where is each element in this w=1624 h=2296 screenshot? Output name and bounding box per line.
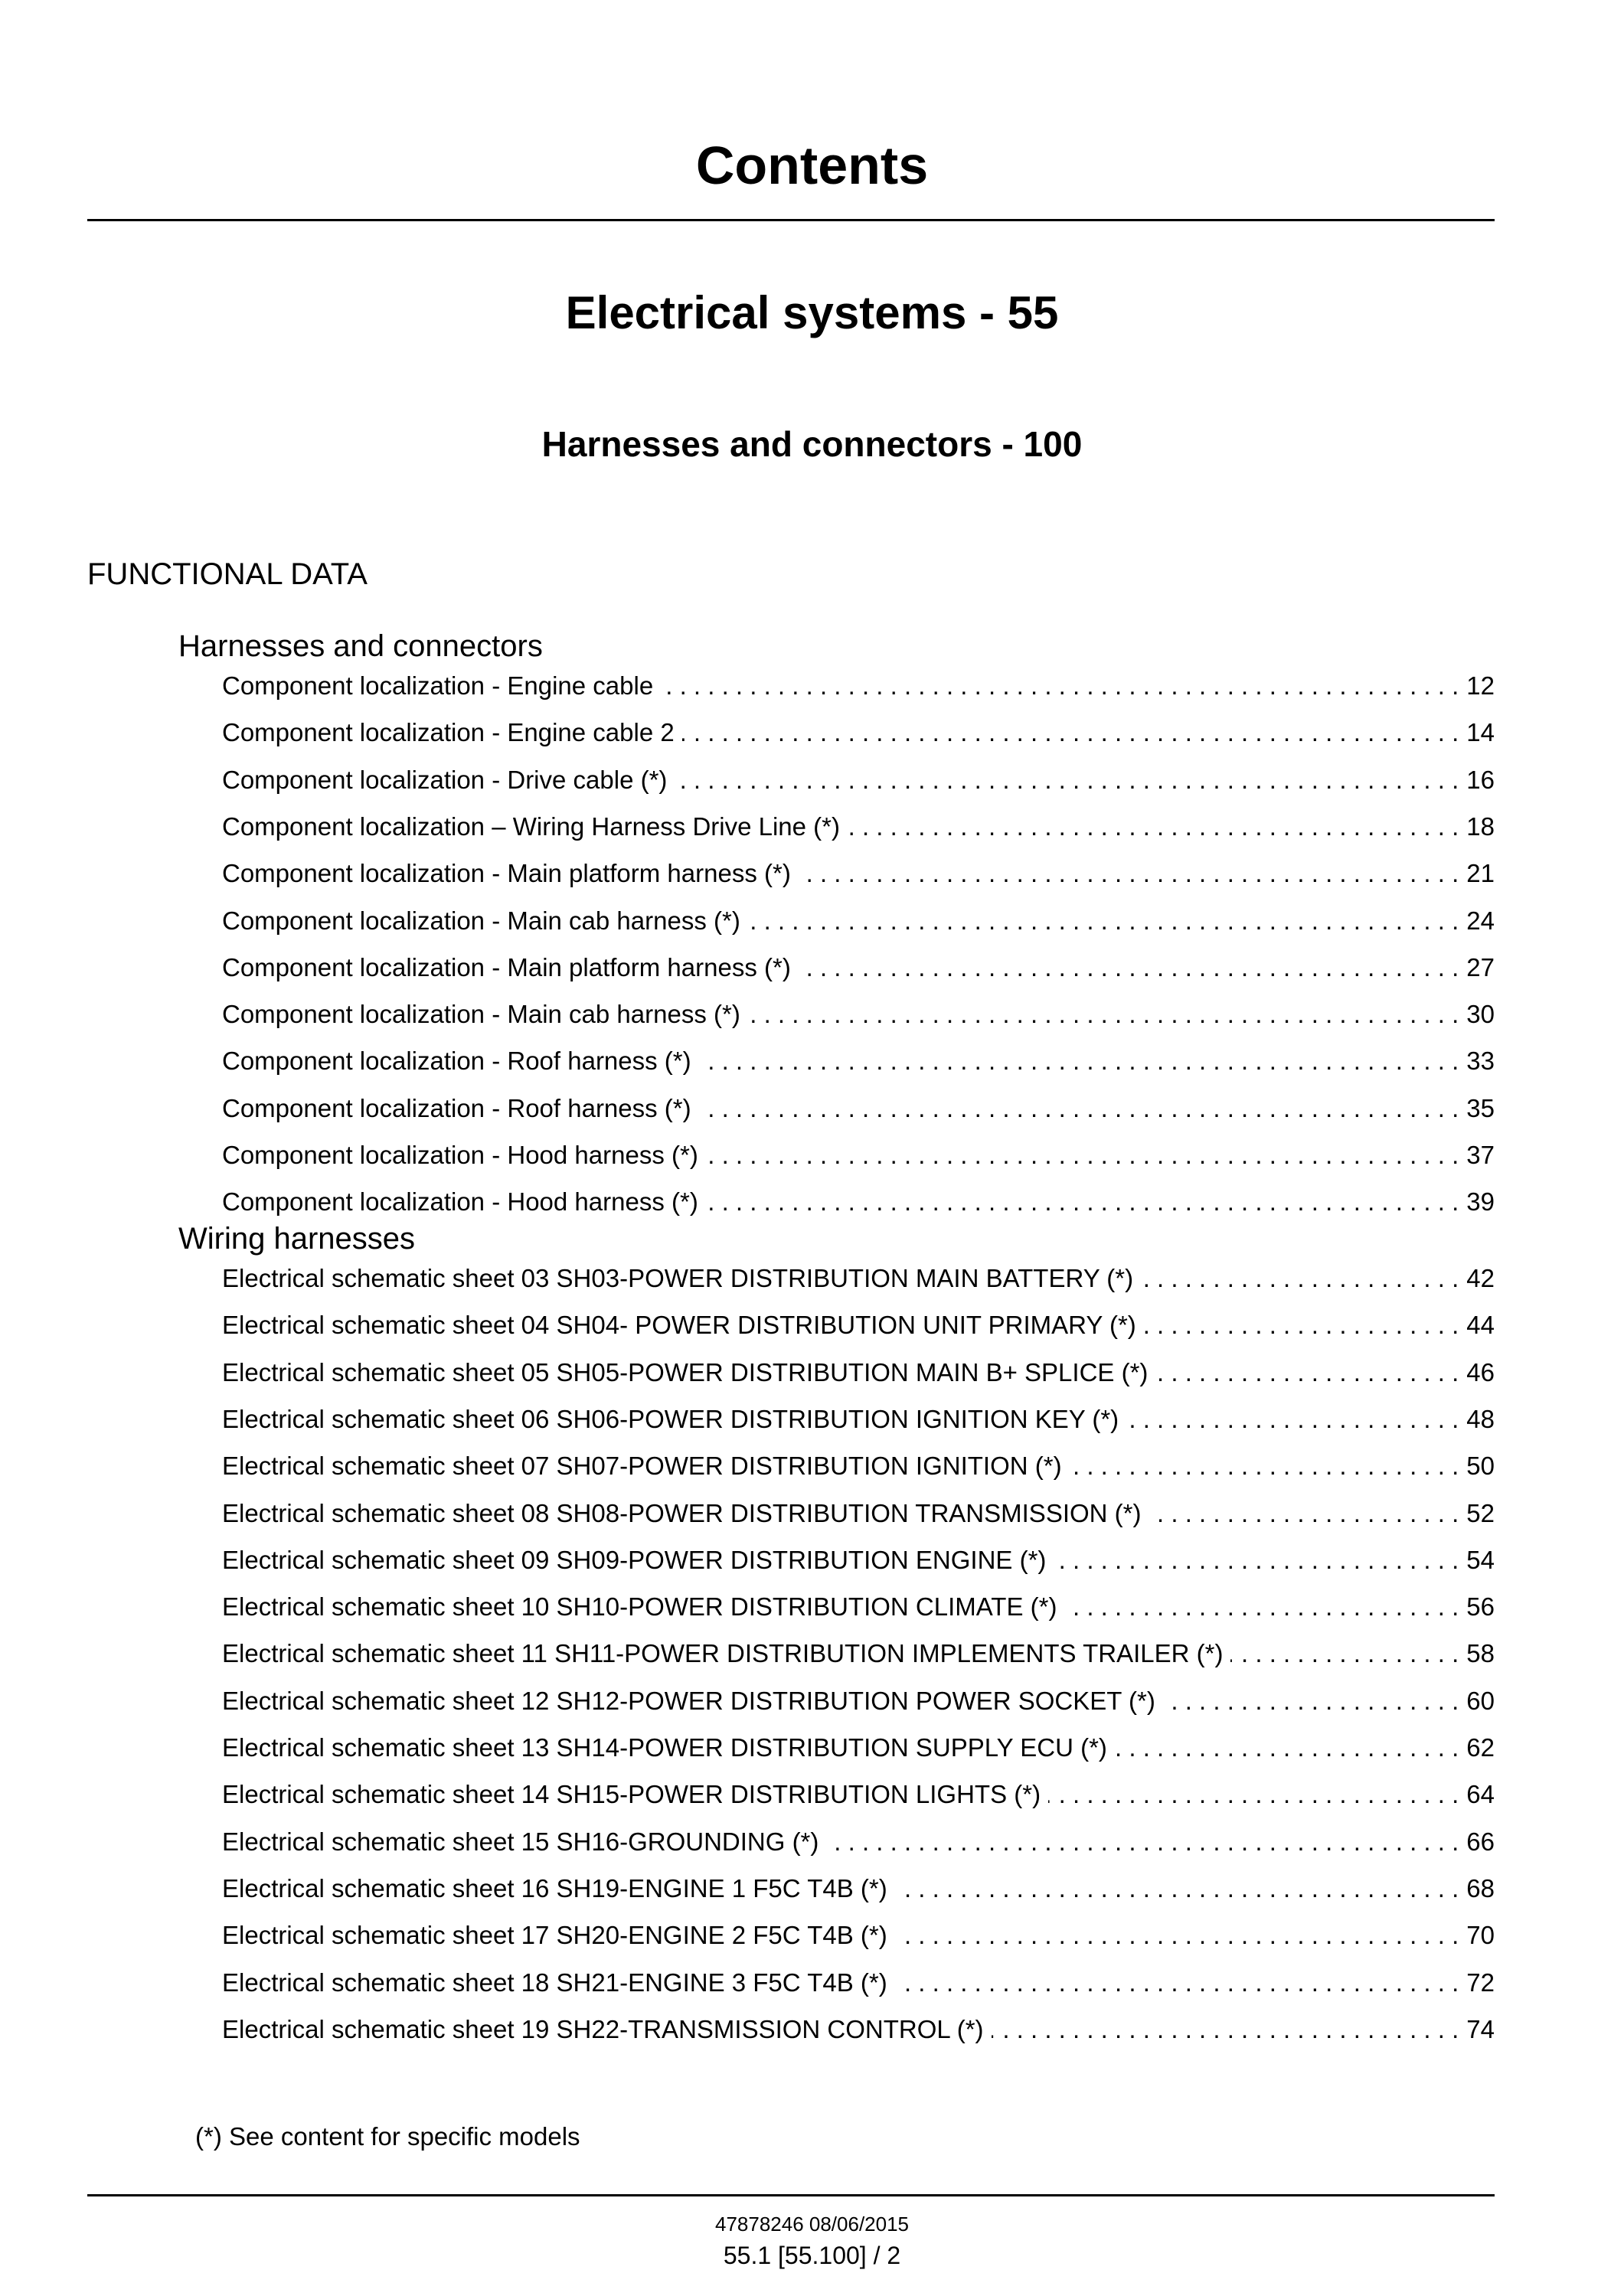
toc-entry-label: Component localization - Main cab harness (*) [222, 906, 740, 935]
toc-entry-label: Component localization - Drive cable (*) [222, 765, 668, 794]
toc-entry-page-number: 66 [1466, 1827, 1495, 1856]
toc-entry-label: Component localization – Wiring Harness Drive Line (*) [222, 812, 841, 841]
toc-leader-dots [748, 904, 1459, 938]
toc-group-title: Harnesses and connectors [178, 629, 543, 663]
toc-entry[interactable] [222, 763, 1495, 797]
toc-leader-dots [748, 998, 1459, 1031]
section-title: Electrical systems - 55 [565, 287, 1059, 338]
page-title: Contents [695, 136, 929, 195]
toc-entry-page-number: 50 [1466, 1452, 1495, 1481]
toc-entry[interactable] [222, 951, 1495, 985]
toc-entry-page-number: 60 [1466, 1686, 1495, 1715]
toc-entry[interactable] [222, 1590, 1495, 1624]
toc-entry[interactable] [222, 1731, 1495, 1765]
toc-entry-page-number: 68 [1466, 1873, 1495, 1902]
functional-data-heading: FUNCTIONAL DATA [87, 557, 368, 591]
toc-leader-dots [1126, 1403, 1459, 1436]
toc-leader-dots [1070, 1449, 1459, 1483]
toc-entry[interactable] [222, 998, 1495, 1031]
toc-leader-dots [675, 763, 1459, 797]
toc-entry[interactable] [222, 669, 1495, 703]
toc-entry[interactable] [222, 1308, 1495, 1342]
toc-entry[interactable] [222, 1185, 1495, 1219]
toc-entry-page-number: 58 [1466, 1639, 1495, 1668]
footnote: (*) See content for specific models [195, 2122, 580, 2151]
toc-entry[interactable] [222, 716, 1495, 750]
toc-entry-label: Electrical schematic sheet 10 SH10-POWER DISTRIBUTION CLIMATE (*) [222, 1592, 1057, 1622]
toc-entry-label: Electrical schematic sheet 14 SH15-POWER DISTRIBUTION LIGHTS (*) [222, 1780, 1041, 1809]
footer-doc-id: 47878246 08/06/2015 [714, 2213, 910, 2236]
toc-entry-label: Component localization - Engine cable [222, 671, 654, 700]
toc-leader-dots [895, 1966, 1459, 2000]
toc-entry-label: Component localization - Hood harness (*) [222, 1187, 698, 1217]
toc-entry-label: Component localization - Main platform harness (*) [222, 952, 791, 981]
toc-leader-dots [1144, 1308, 1459, 1342]
toc-entry-label: Electrical schematic sheet 06 SH06-POWER DISTRIBUTION IGNITION KEY (*) [222, 1404, 1119, 1433]
toc-entry-page-number: 14 [1466, 718, 1495, 747]
toc-entry-page-number: 24 [1466, 906, 1495, 935]
toc-entry-page-number: 72 [1466, 1968, 1495, 1997]
toc-leader-dots [699, 1044, 1459, 1078]
toc-group-title: Wiring harnesses [178, 1222, 416, 1256]
toc-entry-label: Component localization - Roof harness (*) [222, 1093, 691, 1122]
toc-entry[interactable] [222, 1684, 1495, 1718]
toc-entry-label: Electrical schematic sheet 13 SH14-POWER DISTRIBUTION SUPPLY ECU (*) [222, 1733, 1107, 1762]
toc-entry[interactable] [222, 1825, 1495, 1859]
toc-entry-label: Component localization - Roof harness (*) [222, 1047, 691, 1076]
toc-leader-dots [706, 1185, 1459, 1219]
toc-leader-dots [799, 951, 1459, 985]
toc-leader-dots [1048, 1778, 1459, 1811]
toc-entry[interactable] [222, 1919, 1495, 1952]
toc-entry-page-number: 37 [1466, 1141, 1495, 1169]
toc-entry-label: Electrical schematic sheet 03 SH03-POWER DISTRIBUTION MAIN BATTERY (*) [222, 1264, 1134, 1292]
toc-entry[interactable] [222, 857, 1495, 890]
toc-entry-page-number: 35 [1466, 1093, 1495, 1122]
toc-entry[interactable] [222, 1778, 1495, 1811]
toc-leader-dots [1064, 1590, 1459, 1624]
toc-entry-label: Electrical schematic sheet 09 SH09-POWER DISTRIBUTION ENGINE (*) [222, 1545, 1047, 1574]
toc-leader-dots [1141, 1262, 1459, 1295]
toc-entry-page-number: 16 [1466, 765, 1495, 794]
toc-entry-label: Electrical schematic sheet 18 SH21-ENGINE 3 F5C T4B (*) [222, 1968, 887, 1997]
toc-entry-page-number: 21 [1466, 859, 1495, 888]
top-divider [87, 219, 1495, 221]
toc-entry-page-number: 27 [1466, 952, 1495, 981]
toc-leader-dots [706, 1138, 1459, 1172]
toc-entry-label: Electrical schematic sheet 05 SH05-POWER DISTRIBUTION MAIN B+ SPLICE (*) [222, 1357, 1149, 1386]
footer-page-ref: 55.1 [55.100] / 2 [723, 2242, 901, 2269]
toc-entry-page-number: 44 [1466, 1311, 1495, 1340]
toc-entry[interactable] [222, 904, 1495, 938]
toc-entry[interactable] [222, 1044, 1495, 1078]
toc-entry[interactable] [222, 1637, 1495, 1671]
toc-entry[interactable] [222, 1138, 1495, 1172]
toc-entry-label: Component localization - Main cab harness (*) [222, 1000, 740, 1029]
toc-leader-dots [1163, 1684, 1459, 1718]
toc-entry-page-number: 70 [1466, 1921, 1495, 1950]
toc-entry-page-number: 42 [1466, 1264, 1495, 1292]
toc-entry[interactable] [222, 1262, 1495, 1295]
toc-entry-page-number: 62 [1466, 1733, 1495, 1762]
toc-entry-page-number: 54 [1466, 1545, 1495, 1574]
toc-entry-page-number: 56 [1466, 1592, 1495, 1622]
subsection-title: Harnesses and connectors - 100 [541, 424, 1083, 464]
toc-entry[interactable] [222, 1092, 1495, 1125]
toc-leader-dots [799, 857, 1459, 890]
toc-entry[interactable] [222, 1543, 1495, 1577]
toc-entry-label: Electrical schematic sheet 17 SH20-ENGINE 2 F5C T4B (*) [222, 1921, 887, 1950]
toc-entry-page-number: 74 [1466, 2014, 1495, 2043]
toc-entry-page-number: 48 [1466, 1404, 1495, 1433]
toc-entry-page-number: 64 [1466, 1780, 1495, 1809]
toc-entry[interactable] [222, 1449, 1495, 1483]
toc-leader-dots [1155, 1356, 1459, 1390]
bottom-divider [87, 2194, 1495, 2196]
toc-entry-page-number: 33 [1466, 1047, 1495, 1076]
toc-leader-dots [826, 1825, 1459, 1859]
toc-leader-dots [661, 669, 1459, 703]
toc-entry-label: Component localization - Main platform harness (*) [222, 859, 791, 888]
toc-leader-dots [1115, 1731, 1459, 1765]
toc-entry[interactable] [222, 1497, 1495, 1530]
toc-leader-dots [895, 1872, 1459, 1906]
toc-entry[interactable] [222, 1356, 1495, 1390]
toc-entry[interactable] [222, 810, 1495, 844]
toc-entry-label: Electrical schematic sheet 11 SH11-POWER DISTRIBUTION IMPLEMENTS TRAILER (*) [222, 1639, 1224, 1668]
toc-entry-label: Electrical schematic sheet 16 SH19-ENGINE 1 F5C T4B (*) [222, 1873, 887, 1902]
toc-entry-label: Component localization - Hood harness (*) [222, 1141, 698, 1169]
toc-leader-dots [1054, 1543, 1459, 1577]
toc-entry-label: Electrical schematic sheet 19 SH22-TRANSMISSION CONTROL (*) [222, 2014, 984, 2043]
toc-entry-label: Electrical schematic sheet 08 SH08-POWER DISTRIBUTION TRANSMISSION (*) [222, 1498, 1142, 1527]
toc-entry-page-number: 18 [1466, 812, 1495, 841]
toc-entry[interactable] [222, 1872, 1495, 1906]
toc-leader-dots [1149, 1497, 1459, 1530]
toc-entry-page-number: 39 [1466, 1187, 1495, 1217]
toc-entry-label: Component localization - Engine cable 2 [222, 718, 675, 747]
toc-leader-dots [682, 716, 1459, 750]
toc-entry-label: Electrical schematic sheet 12 SH12-POWER DISTRIBUTION POWER SOCKET (*) [222, 1686, 1155, 1715]
toc-leader-dots [992, 2013, 1459, 2046]
toc-entry-page-number: 52 [1466, 1498, 1495, 1527]
toc-entry-page-number: 30 [1466, 1000, 1495, 1029]
toc-entry-page-number: 12 [1466, 671, 1495, 700]
toc-leader-dots [895, 1919, 1459, 1952]
toc-entry[interactable] [222, 1403, 1495, 1436]
toc-entry-page-number: 46 [1466, 1357, 1495, 1386]
toc-leader-dots [848, 810, 1459, 844]
toc-entry-label: Electrical schematic sheet 15 SH16-GROUNDING (*) [222, 1827, 819, 1856]
toc-entry[interactable] [222, 2013, 1495, 2046]
toc-entry-label: Electrical schematic sheet 07 SH07-POWER DISTRIBUTION IGNITION (*) [222, 1452, 1062, 1481]
toc-entry-label: Electrical schematic sheet 04 SH04- POWER DISTRIBUTION UNIT PRIMARY (*) [222, 1311, 1136, 1340]
toc-entry[interactable] [222, 1966, 1495, 2000]
toc-leader-dots [1230, 1637, 1459, 1671]
toc-leader-dots [699, 1092, 1459, 1125]
